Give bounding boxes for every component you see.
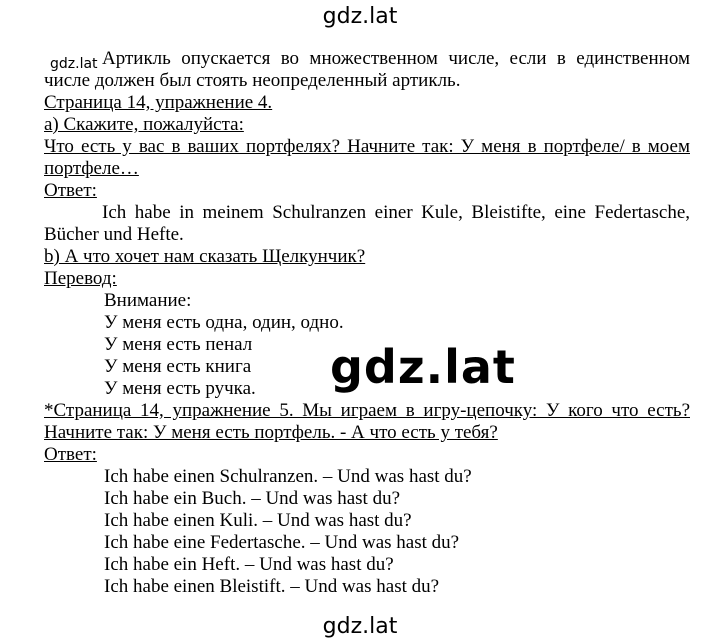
translation-line: У меня есть ручка. [104, 378, 256, 399]
translation-label: Перевод: [44, 268, 117, 289]
answer-2-line: Ich habe einen Schulranzen. – Und was hast du? [104, 466, 472, 487]
answer-label-1: Ответ: [44, 180, 97, 201]
answer-label-2: Ответ: [44, 444, 97, 465]
intro-text-line-1: Артикль опускается во множественном числе, если в единственном [102, 48, 690, 69]
exercise-4a-heading: a) Скажите, пожалуйста: [44, 114, 244, 135]
answer-2-line: Ich habe ein Buch. – Und was hast du? [104, 488, 401, 509]
watermark-top: gdz.lat [322, 4, 398, 29]
answer-2-line: Ich habe einen Bleistift. – Und was hast du? [104, 576, 440, 597]
answer-2-line: Ich habe ein Heft. – Und was hast du? [104, 554, 394, 575]
translation-line: У меня есть одна, один, одно. [104, 312, 344, 333]
answer-1-line-2: Bücher und Hefte. [44, 224, 184, 245]
watermark-center: gdz.lat [330, 340, 516, 394]
document-body [44, 48, 690, 598]
exercise-4b-heading: b) А что хочет нам сказать Щелкунчик? [44, 246, 366, 267]
exercise-5-heading-line-1: *Страница 14, упражнение 5. Мы играем в игру-цепочку: У кого что есть? [44, 400, 690, 421]
answer-2-line: Ich habe einen Kuli. – Und was hast du? [104, 510, 412, 531]
answer-2-line: Ich habe eine Federtasche. – Und was hast du? [104, 532, 460, 553]
watermark-bottom: gdz.lat [322, 614, 398, 639]
exercise-4a-question-line-1: Что есть у вас в ваших портфелях? Начните так: У меня в портфеле/ в моем [44, 136, 690, 157]
intro-text-line-2: числе должен был стоять неопределенный артикль. [44, 70, 461, 91]
translation-line: У меня есть пенал [104, 334, 253, 355]
exercise-5-heading-line-2: Начните так: У меня есть портфель. - А что есть у тебя? [44, 422, 498, 443]
translation-line: У меня есть книга [104, 356, 252, 377]
translation-line: Внимание: [104, 290, 192, 311]
exercise-4-heading: Страница 14, упражнение 4. [44, 92, 273, 113]
answer-1-line-1: Ich habe in meinem Schulranzen einer Kule, Bleistifte, eine Federtasche, [102, 202, 690, 223]
watermark-small: gdz.lat [50, 56, 98, 72]
exercise-4a-question-line-2: портфеле… [44, 158, 139, 179]
